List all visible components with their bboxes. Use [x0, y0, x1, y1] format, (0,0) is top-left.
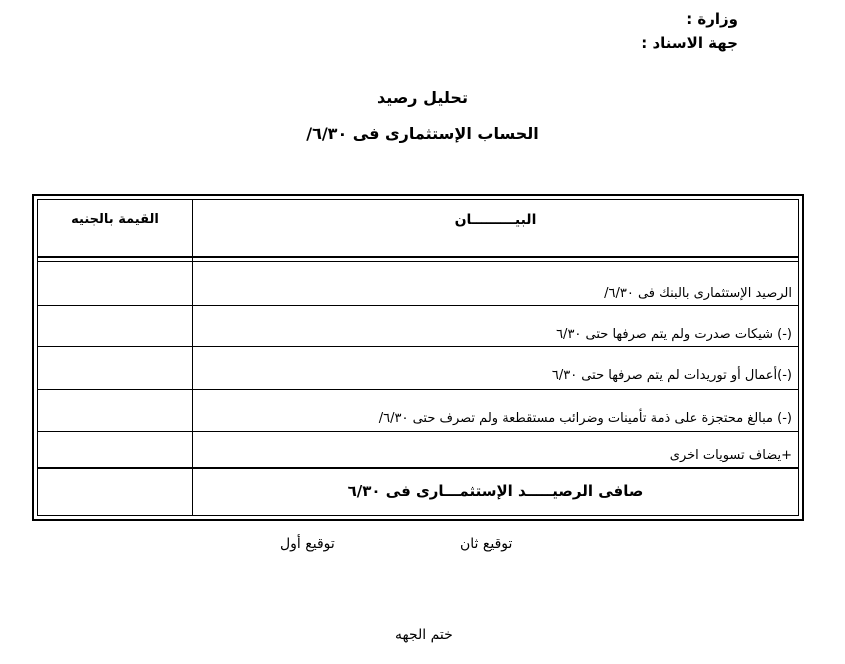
- authority-label: جهة الاسناد :: [641, 34, 738, 52]
- row-divider: [38, 431, 798, 432]
- document-subtitle: الحساب الإستثمارى فى ٦/٣٠/: [306, 124, 539, 143]
- total-divider: [38, 467, 798, 469]
- total-row-label: صافى الرصيـــــد الإستثمـــارى فى ٦/٣٠: [347, 482, 644, 500]
- first-signature: توقيع أول: [280, 536, 335, 552]
- row-works-supplies: (-)أعمال أو توريدات لم يتم صرفها حتى ٦/٣٠: [551, 368, 792, 383]
- row-bank-balance: الرصيد الإستثمارى بالبنك فى ٦/٣٠/: [604, 286, 792, 301]
- balance-table-inner: [37, 199, 799, 516]
- entity-stamp: ختم الجهه: [395, 627, 453, 643]
- balance-table: [32, 194, 804, 521]
- header-divider: [38, 256, 798, 258]
- header-divider-double: [38, 261, 798, 262]
- row-divider: [38, 389, 798, 390]
- row-divider: [38, 346, 798, 347]
- description-column-header: البيـــــــــان: [454, 212, 537, 228]
- row-other-adjustments: +يضاف تسويات اخرى: [669, 448, 792, 463]
- ministry-label: وزارة :: [686, 10, 738, 28]
- second-signature: توقيع ثان: [460, 536, 513, 552]
- row-checks-issued: (-) شيكات صدرت ولم يتم صرفها حتى ٦/٣٠: [556, 327, 792, 342]
- value-column-header: القيمة بالجنيه: [71, 212, 159, 227]
- row-withheld-amounts: (-) مبالغ محتجزة على ذمة تأمينات وضرائب مستقطعة ولم تصرف حتى ٦/٣٠/: [378, 411, 792, 426]
- row-divider: [38, 305, 798, 306]
- document-title: تحليل رصيد: [377, 88, 468, 107]
